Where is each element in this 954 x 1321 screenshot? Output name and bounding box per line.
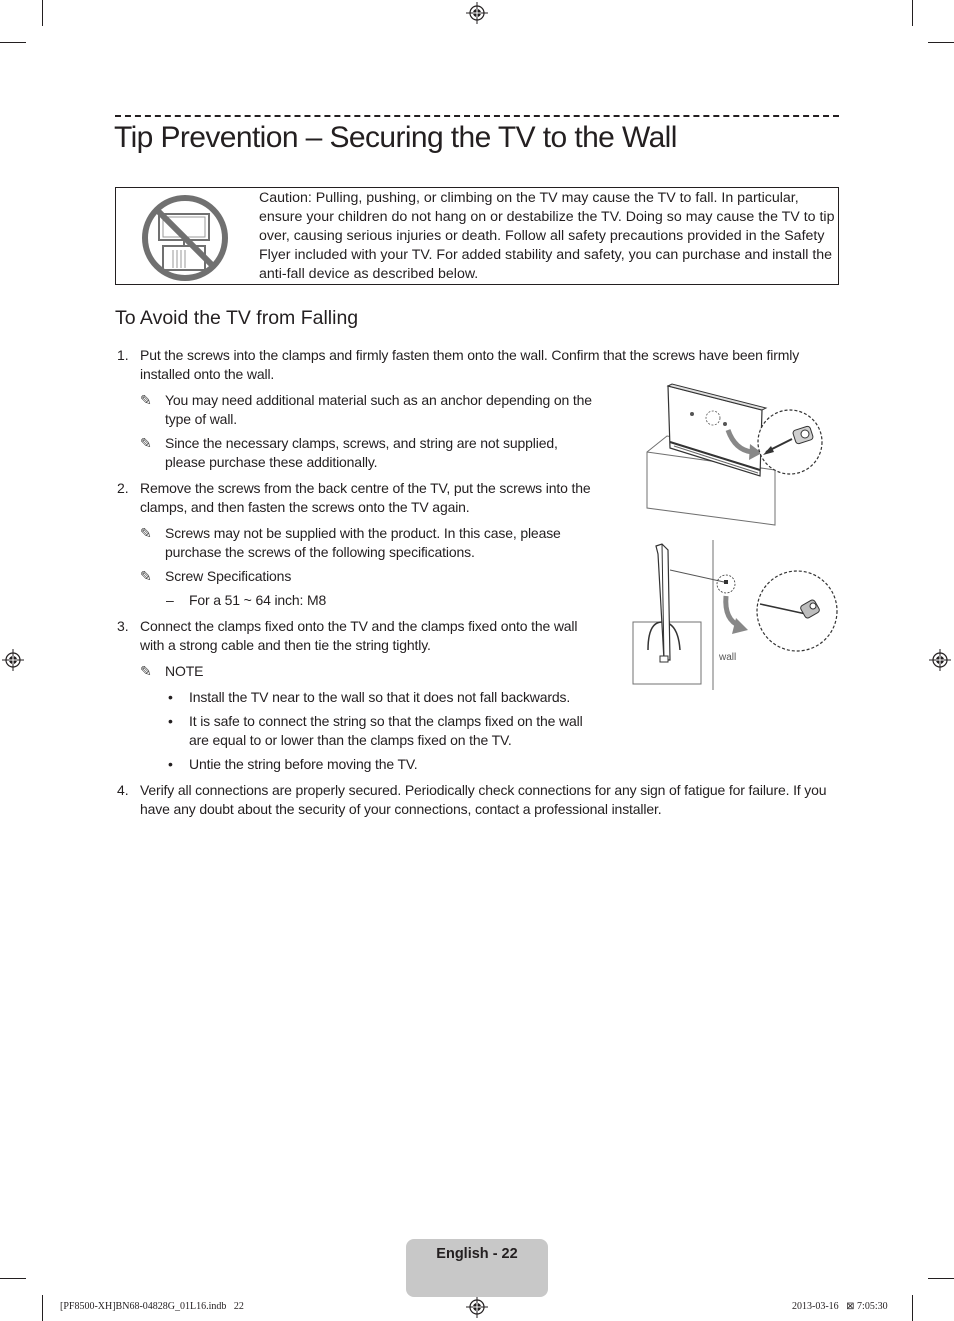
registration-mark-icon [929,649,951,671]
crop-mark [928,1278,954,1279]
bullet-dot: • [168,713,173,729]
note-pencil-icon: ✎ [140,392,152,408]
note-pencil-icon: ✎ [140,435,152,451]
wall-label: wall [719,652,737,663]
bullet-dot: • [168,756,173,772]
crop-mark [42,0,43,26]
crop-mark [0,1278,26,1279]
print-slug-file: [PF8500-XH]BN68-04828G_01L16.indb 22 [60,1301,244,1312]
section-title: To Avoid the TV from Falling [115,307,359,329]
note-pencil-icon: ✎ [140,568,152,584]
step-number: 4. [117,782,129,798]
step-number: 3. [117,618,129,634]
crop-mark [912,1295,913,1321]
screw-spec: For a 51 ~ 64 inch: M8 [189,592,327,608]
print-slug-date: 2013-03-16 ⊠ 7:05:30 [792,1301,888,1312]
no-climbing-tv-icon [141,194,229,282]
note-label: NOTE [165,663,204,679]
step-note: Since the necessary clamps, screws, and string are not supplied, please purchase these additionally. [165,435,558,470]
crop-mark [928,42,954,43]
crop-mark [912,0,913,26]
step-text: Put the screws into the clamps and firmly fasten them onto the wall. Confirm that the screws have been firmly installed onto the wall. [140,347,800,382]
caution-text: Caution: Pulling, pushing, or climbing on the TV may cause the TV to fall. In particular, ensure your children do not hang on or destabilize the TV. Doing so may cause the TV to tip over, causing serious injuries or death. Follow all safety precautions provided in the Safety Flyer included with your TV. For added stability and safety, you can purchase and install the anti-fall device as described below. [259,190,835,282]
step-note: Screws may not be supplied with the product. In this case, please purchase the screws of the following specifications. [165,525,561,560]
tv-wall-string-diagram [628,540,842,690]
step-text: Remove the screws from the back centre of the TV, put the screws into the clamps, and then fasten the screws onto the TV again. [140,480,591,515]
registration-mark-icon [2,649,24,671]
step-text: Connect the clamps fixed onto the TV and the clamps fixed onto the wall with a strong cable and then tie the string tightly. [140,618,578,653]
step-note: You may need additional material such as an anchor depending on the type of wall. [165,392,592,427]
title-rule [115,115,839,117]
note-pencil-icon: ✎ [140,525,152,541]
crop-mark [0,42,26,43]
registration-mark-icon [466,1296,488,1318]
registration-mark-icon [466,2,488,24]
step-number: 2. [117,480,129,496]
step-text: Verify all connections are properly secured. Periodically check connections for any sign of fatigue for failure. If you have any doubt about the security of your connections, contact a professional installer. [140,782,827,817]
bullet-dot: • [168,689,173,705]
note-bullet: It is safe to connect the string so that the clamps fixed on the wall are equal to or lower than the clamps fixed on the TV. [189,713,583,748]
note-bullet: Untie the string before moving the TV. [189,756,418,772]
page-number: English - 22 [436,1246,518,1262]
crop-mark [42,1295,43,1321]
spec-dash: – [166,592,174,608]
step-note: Screw Specifications [165,568,292,584]
tv-back-clamp-diagram [640,380,840,530]
note-bullet: Install the TV near to the wall so that it does not fall backwards. [189,689,571,705]
page-title: Tip Prevention – Securing the TV to the Wall [114,121,677,154]
note-pencil-icon: ✎ [140,663,152,679]
step-number: 1. [117,347,129,363]
